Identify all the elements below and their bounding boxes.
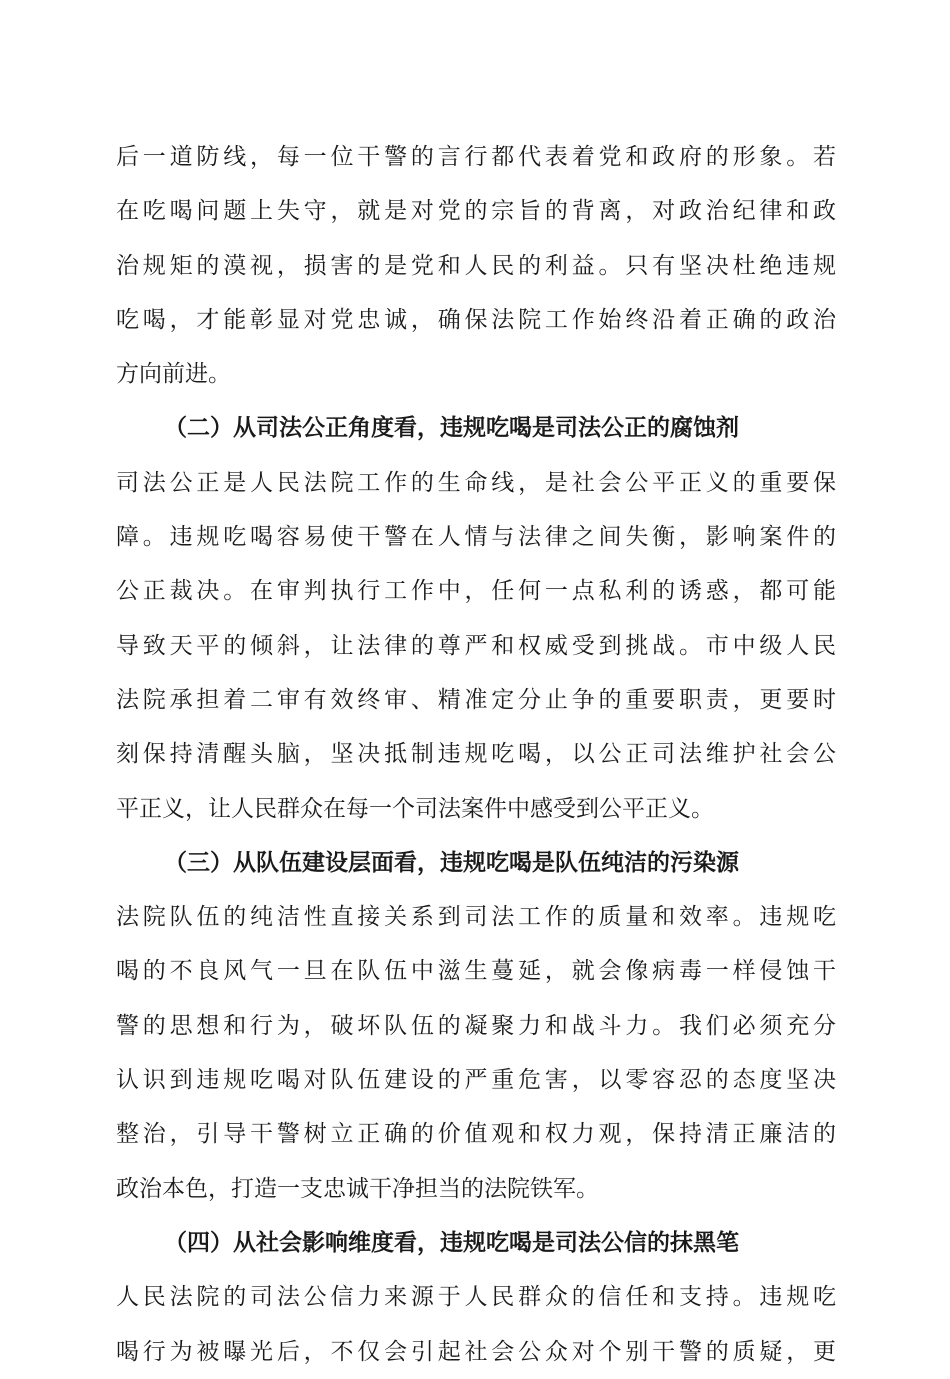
paragraph-line: 警的思想和行为，破坏队伍的凝聚力和战斗力。我们必须充分 bbox=[116, 1012, 836, 1039]
paragraph-line: 喝的不良风气一旦在队伍中滋生蔓延，就会像病毒一样侵蚀干 bbox=[116, 958, 836, 985]
paragraph-line: 人民法院的司法公信力来源于人民群众的信任和支持。违规吃 bbox=[116, 1284, 836, 1311]
section-heading-2: （二）从司法公正角度看，违规吃喝是司法公正的腐蚀剂 bbox=[164, 414, 739, 442]
paragraph-line: 刻保持清醒头脑，坚决抵制违规吃喝，以公正司法维护社会公 bbox=[116, 741, 836, 768]
document-body bbox=[116, 130, 836, 1379]
paragraph-line: 公正裁决。在审判执行工作中，任何一点私利的诱惑，都可能 bbox=[116, 578, 836, 605]
paragraph-line: 治规矩的漠视，损害的是党和人民的利益。只有坚决杜绝违规 bbox=[116, 252, 836, 279]
section-heading-3: （三）从队伍建设层面看，违规吃喝是队伍纯洁的污染源 bbox=[164, 848, 739, 876]
paragraph-line: 司法公正是人民法院工作的生命线，是社会公平正义的重要保 bbox=[116, 469, 836, 496]
paragraph-line: 方向前进。 bbox=[116, 361, 231, 388]
paragraph-line: 在吃喝问题上失守，就是对党的宗旨的背离，对政治纪律和政 bbox=[116, 198, 836, 225]
paragraph-line: 障。违规吃喝容易使干警在人情与法律之间失衡，影响案件的 bbox=[116, 524, 836, 551]
paragraph-line: 喝行为被曝光后，不仅会引起社会公众对个别干警的质疑，更 bbox=[116, 1338, 836, 1365]
paragraph-line: 平正义，让人民群众在每一个司法案件中感受到公平正义。 bbox=[116, 795, 714, 822]
paragraph-line: 法院承担着二审有效终审、精准定分止争的重要职责，更要时 bbox=[116, 686, 836, 713]
paragraph-line: 导致天平的倾斜，让法律的尊严和权威受到挑战。市中级人民 bbox=[116, 632, 836, 659]
paragraph-line: 整治，引导干警树立正确的价值观和权力观，保持清正廉洁的 bbox=[116, 1121, 836, 1148]
paragraph-line: 吃喝，才能彰显对党忠诚，确保法院工作始终沿着正确的政治 bbox=[116, 306, 836, 333]
paragraph-line: 法院队伍的纯洁性直接关系到司法工作的质量和效率。违规吃 bbox=[116, 904, 836, 931]
paragraph-line: 后一道防线，每一位干警的言行都代表着党和政府的形象。若 bbox=[116, 144, 836, 170]
section-heading-4: （四）从社会影响维度看，违规吃喝是司法公信的抹黑笔 bbox=[164, 1228, 739, 1256]
paragraph-line: 政治本色，打造一支忠诚干净担当的法院铁军。 bbox=[116, 1175, 599, 1202]
paragraph-line: 认识到违规吃喝对队伍建设的严重危害，以零容忍的态度坚决 bbox=[116, 1067, 836, 1094]
